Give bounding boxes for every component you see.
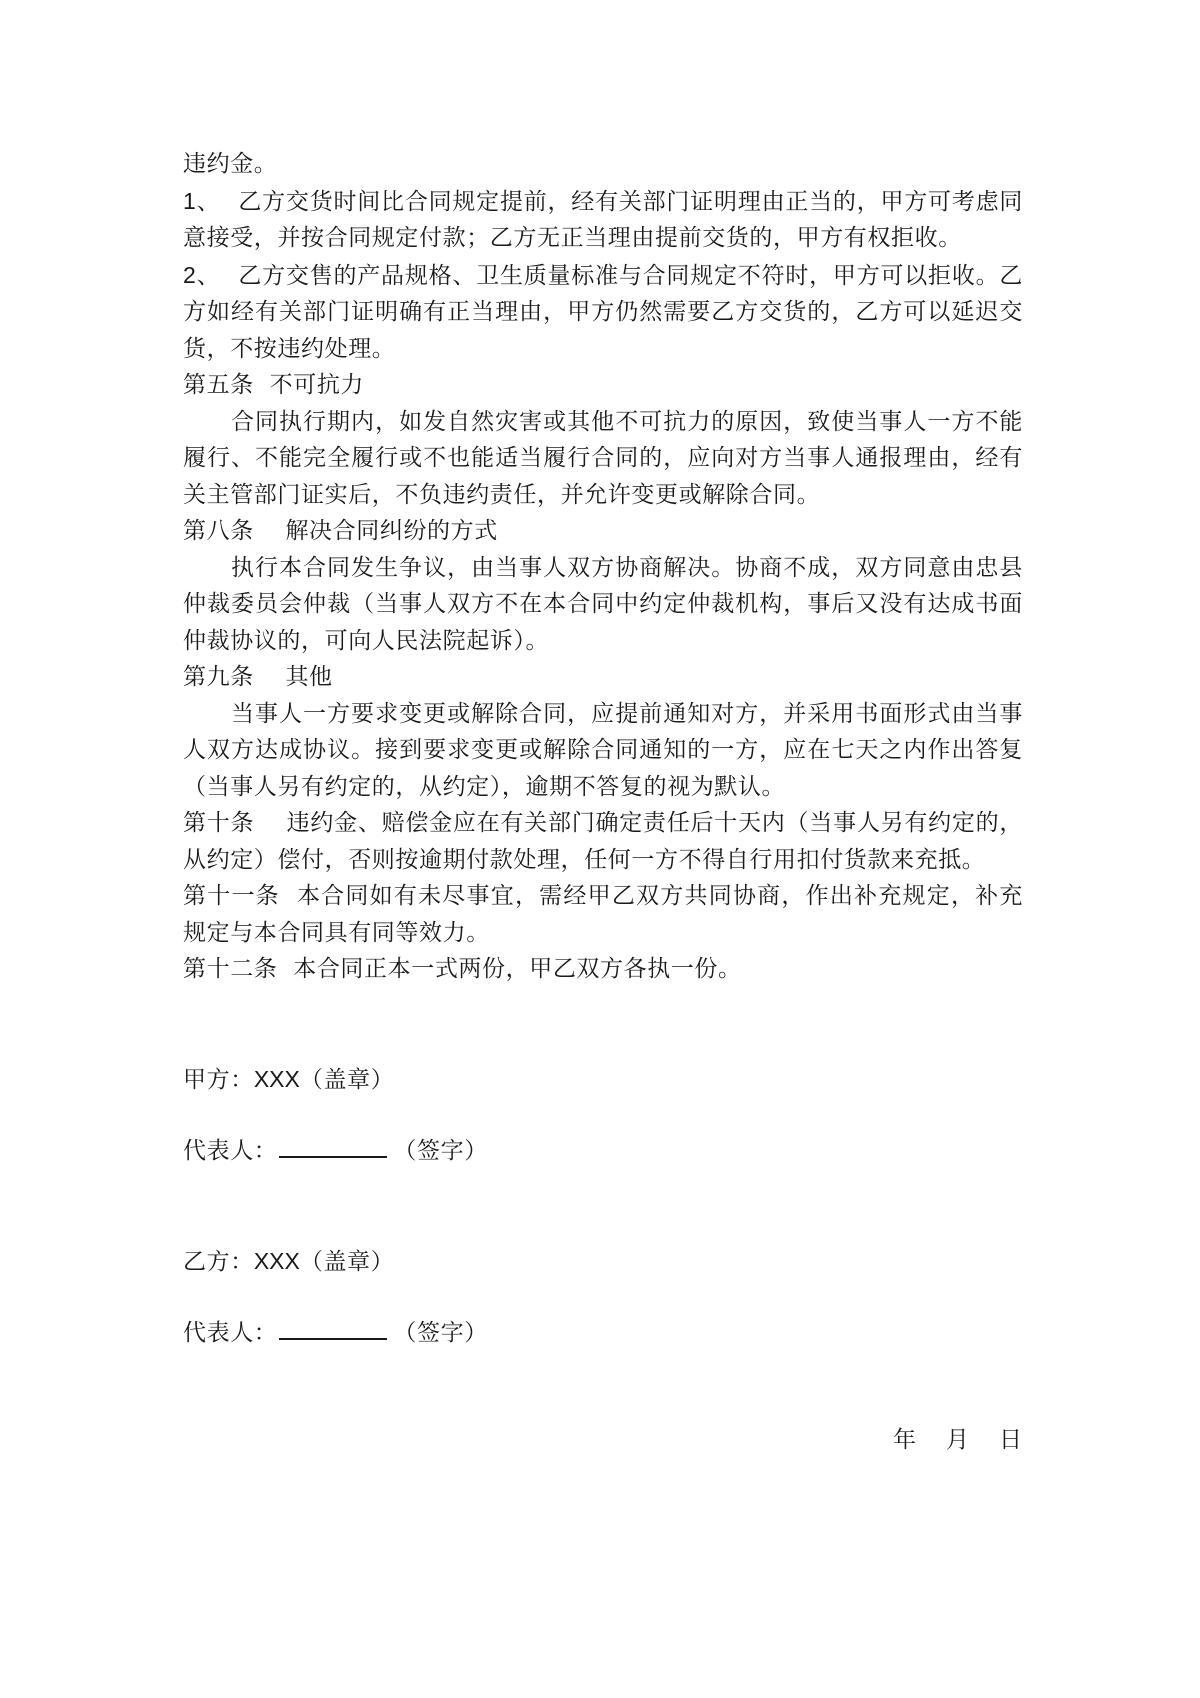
text-line: 人双方达成协议。接到要求变更或解除合同通知的一方，应在七天之内作出答复 bbox=[183, 737, 1023, 763]
date-month: 月 bbox=[946, 1427, 969, 1453]
item-number: 2、 bbox=[183, 261, 221, 288]
party-b-line bbox=[183, 1243, 394, 1276]
text-line: 仲裁委员会仲裁（当事人双方不在本合同中约定仲裁机构，事后又没有达成书面 bbox=[183, 591, 1023, 617]
article-12: 第十二条 本合同正本一式两份，甲乙双方各执一份。 bbox=[183, 956, 742, 982]
text-line: 关主管部门证实后，不负违约责任，并允许变更或解除合同。 bbox=[183, 481, 821, 508]
text-line: 当事人一方要求变更或解除合同，应提前通知对方，并采用书面形式由当事 bbox=[231, 700, 1023, 727]
text-line: 合同执行期内，如发自然灾害或其他不可抗力的原因，致使当事人一方不能 bbox=[231, 408, 1023, 435]
text-line: 乙方交货时间比合同规定提前，经有关部门证明理由正当的，甲方可考虑同 bbox=[238, 188, 1023, 215]
article-8-heading: 第八条 解决合同纠纷的方式 bbox=[183, 518, 498, 544]
representative-b-line bbox=[183, 1314, 488, 1347]
signature-blank-a bbox=[279, 1134, 387, 1158]
contract-body bbox=[183, 146, 1023, 988]
date-line bbox=[893, 1421, 1022, 1454]
party-b-label: 乙方： bbox=[183, 1249, 254, 1275]
party-a-line bbox=[183, 1061, 394, 1094]
representative-a-label: 代表人： bbox=[183, 1138, 278, 1164]
article-11: 第十一条 本合同如有未尽事宜，需经甲乙双方共同协商，作出补充规定，补充 bbox=[183, 883, 1023, 909]
article-9-heading: 第九条 其他 bbox=[183, 664, 333, 690]
article-10: 第十条 违约金、赔偿金应在有关部门确定责任后十天内（当事人另有约定的， bbox=[183, 810, 1023, 836]
party-b-name: XXX bbox=[253, 1248, 300, 1274]
text-line: 违约金。 bbox=[183, 151, 278, 177]
signature-blank-b bbox=[279, 1316, 387, 1340]
text-line: 规定与本合同具有同等效力。 bbox=[183, 919, 490, 946]
party-b-seal: （盖章） bbox=[299, 1249, 395, 1275]
text-line: 从约定）偿付，否则按逾期付款处理，任何一方不得自行用扣付货款来充抵。 bbox=[183, 846, 986, 873]
representative-a-sign: （签字） bbox=[393, 1138, 488, 1164]
representative-a-line bbox=[183, 1132, 488, 1165]
clause-item-1 bbox=[183, 183, 1023, 221]
party-a-label: 甲方： bbox=[183, 1067, 254, 1093]
text-line: （当事人另有约定的，从约定），逾期不答复的视为默认。 bbox=[183, 773, 786, 800]
date-day: 日 bbox=[999, 1427, 1022, 1453]
text-line: 货，不按违约处理。 bbox=[183, 335, 396, 362]
representative-b-label: 代表人： bbox=[183, 1320, 278, 1346]
item-number: 1、 bbox=[183, 187, 221, 214]
text-line: 意接受，并按合同规定付款；乙方无正当理由提前交货的，甲方有权拒收。 bbox=[183, 225, 962, 251]
text-line: 执行本合同发生争议，由当事人双方协商解决。协商不成，双方同意由忠县 bbox=[231, 554, 1023, 581]
text-line: 履行、不能完全履行或不也能适当履行合同的，应向对方当事人通报理由，经有 bbox=[183, 445, 1023, 471]
text-line: 乙方交售的产品规格、卫生质量标准与合同规定不符时，甲方可以拒收。乙 bbox=[238, 262, 1023, 289]
representative-b-sign: （签字） bbox=[393, 1320, 488, 1346]
text-line: 方如经有关部门证明确有正当理由，甲方仍然需要乙方交货的，乙方可以延迟交 bbox=[183, 299, 1023, 325]
text-line: 仲裁协议的，可向人民法院起诉）。 bbox=[183, 627, 550, 654]
party-a-seal: （盖章） bbox=[299, 1067, 395, 1093]
clause-item-2 bbox=[183, 257, 1023, 295]
date-year: 年 bbox=[893, 1427, 916, 1453]
party-a-name: XXX bbox=[253, 1066, 300, 1092]
article-5-heading: 第五条 不可抗力 bbox=[183, 372, 365, 398]
